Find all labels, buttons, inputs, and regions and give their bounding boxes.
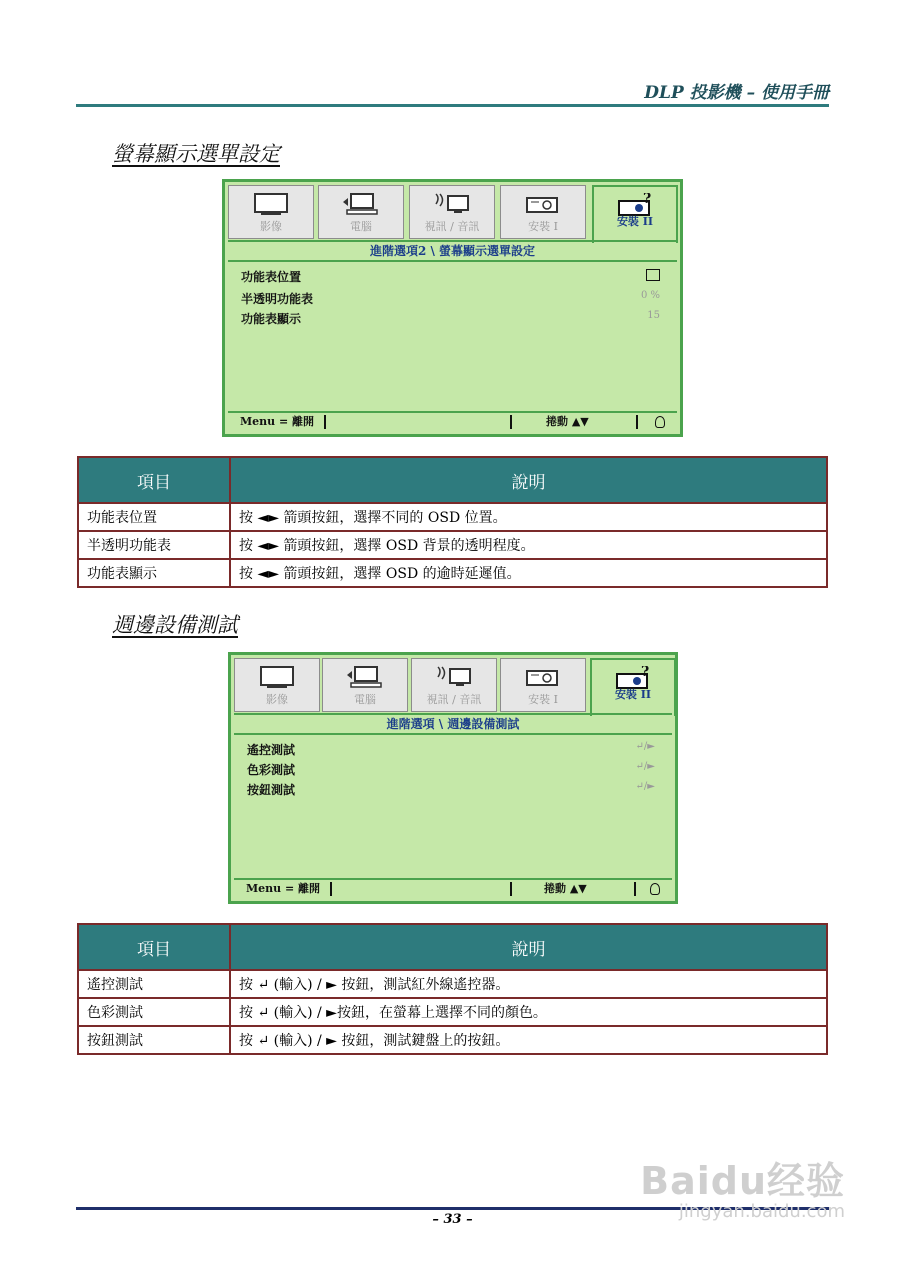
osd-breadcrumb: 進階選項2 \ 螢幕顯示選單設定 xyxy=(228,240,677,262)
table-header-description: 說明 xyxy=(230,924,827,970)
tab-label: 視訊 / 音訊 xyxy=(424,220,480,233)
computer-icon xyxy=(341,192,381,216)
table-cell: 按 ↵ (輸入) / ►按鈕，在螢幕上選擇不同的顏色。 xyxy=(230,998,827,1026)
osd-item-value: 0 % xyxy=(640,290,660,301)
osd-item-remote-test[interactable] xyxy=(247,741,655,761)
table-row xyxy=(78,998,827,1026)
scroll-hint: 捲動 ▲▼ xyxy=(544,882,587,895)
tab-label: 安裝 I xyxy=(528,693,558,706)
osd-item-translucent[interactable] xyxy=(241,290,660,310)
table-header-item: 項目 xyxy=(78,924,230,970)
section-title-osd-settings: 螢幕顯示選單設定 xyxy=(112,142,280,166)
osd-menu-2 xyxy=(228,652,678,904)
spec-table-2 xyxy=(77,923,828,1055)
video-audio-icon xyxy=(434,665,474,689)
osd-item-label: 半透明功能表 xyxy=(241,292,314,306)
tab-image[interactable] xyxy=(234,658,320,712)
osd-item-label: 功能表顯示 xyxy=(241,312,302,326)
table-row xyxy=(78,531,827,559)
tab-image[interactable] xyxy=(228,185,314,239)
tab-label: 影像 xyxy=(266,693,288,706)
table-cell: 半透明功能表 xyxy=(78,531,230,559)
osd-item-value: ↵/► xyxy=(635,781,655,792)
watermark-url: jingyan.baidu.com xyxy=(678,1201,845,1222)
watermark-brand: Baidu经验 xyxy=(640,1159,845,1203)
osd-item-label: 功能表位置 xyxy=(241,270,302,284)
svg-text:?: ? xyxy=(641,666,650,680)
table-cell: 按 ◄► 箭頭按鈕，選擇 OSD 背景的透明程度。 xyxy=(230,531,827,559)
spec-table-1 xyxy=(77,456,828,588)
menu-exit-hint: Menu = 離開 xyxy=(240,415,315,428)
projector-icon xyxy=(523,665,563,689)
osd-item-label: 遙控測試 xyxy=(247,743,296,757)
tab-label: 視訊 / 音訊 xyxy=(426,693,482,706)
section-title-peripheral-test: 週邊設備測試 xyxy=(112,613,238,637)
osd-item-menu-position[interactable] xyxy=(241,268,660,288)
tab-label: 安裝 I xyxy=(528,220,558,233)
table-cell: 色彩測試 xyxy=(78,998,230,1026)
osd-footer xyxy=(234,878,672,898)
table-cell: 功能表位置 xyxy=(78,503,230,531)
table-row xyxy=(78,970,827,998)
osd-item-button-test[interactable] xyxy=(247,781,655,801)
osd-item-label: 色彩測試 xyxy=(247,763,296,777)
osd-item-label: 按鈕測試 xyxy=(247,783,296,797)
table-cell: 按 ↵ (輸入) / ► 按鈕，測試鍵盤上的按鈕。 xyxy=(230,1026,827,1054)
page-header-title: DLP 投影機 – 使用手冊 xyxy=(644,83,829,103)
tab-label: 電腦 xyxy=(350,220,372,233)
tab-computer[interactable] xyxy=(322,658,408,712)
tab-label: 影像 xyxy=(260,220,282,233)
table-cell: 按 ◄► 箭頭按鈕，選擇不同的 OSD 位置。 xyxy=(230,503,827,531)
position-icon xyxy=(646,268,660,283)
tab-setup-2[interactable] xyxy=(590,658,676,716)
table-header-description: 說明 xyxy=(230,457,827,503)
tab-video-audio[interactable] xyxy=(411,658,497,712)
osd-item-color-test[interactable] xyxy=(247,761,655,781)
svg-text:?: ? xyxy=(643,193,652,207)
osd-breadcrumb: 進階選項 \ 週邊設備測試 xyxy=(234,713,672,735)
lamp-icon xyxy=(655,416,665,428)
osd-item-value: ↵/► xyxy=(635,761,655,772)
table-header-item: 項目 xyxy=(78,457,230,503)
table-cell: 按鈕測試 xyxy=(78,1026,230,1054)
tab-setup-1[interactable] xyxy=(500,185,586,239)
header-rule xyxy=(76,104,829,107)
monitor-icon xyxy=(251,192,291,216)
tab-setup-2[interactable] xyxy=(592,185,678,243)
menu-exit-hint: Menu = 離開 xyxy=(246,882,321,895)
tab-setup-1[interactable] xyxy=(500,658,586,712)
table-cell: 遙控測試 xyxy=(78,970,230,998)
tab-video-audio[interactable] xyxy=(409,185,495,239)
table-cell: 按 ◄► 箭頭按鈕，選擇 OSD 的逾時延遲值。 xyxy=(230,559,827,587)
tab-label: 安裝 II xyxy=(616,215,654,228)
osd-tabs xyxy=(228,185,677,239)
lamp-icon xyxy=(650,883,660,895)
table-cell: 按 ↵ (輸入) / ► 按鈕，測試紅外線遙控器。 xyxy=(230,970,827,998)
table-header-row xyxy=(78,457,827,503)
table-row xyxy=(78,1026,827,1054)
table-cell: 功能表顯示 xyxy=(78,559,230,587)
osd-footer xyxy=(228,411,677,431)
osd-item-value: 15 xyxy=(647,310,660,321)
page-number: – 33 – xyxy=(432,1212,473,1227)
computer-icon xyxy=(345,665,385,689)
projector-icon xyxy=(523,192,563,216)
table-row xyxy=(78,559,827,587)
tab-label: 安裝 II xyxy=(614,688,652,701)
osd-tabs xyxy=(234,658,672,712)
osd-item-value: ↵/► xyxy=(635,741,655,752)
tab-label: 電腦 xyxy=(354,693,376,706)
scroll-hint: 捲動 ▲▼ xyxy=(546,415,589,428)
osd-item-menu-display[interactable] xyxy=(241,310,660,330)
tab-computer[interactable] xyxy=(318,185,404,239)
baidu-watermark xyxy=(640,1150,845,1222)
monitor-icon xyxy=(257,665,297,689)
video-audio-icon xyxy=(432,192,472,216)
table-row xyxy=(78,503,827,531)
table-header-row xyxy=(78,924,827,970)
osd-menu-1 xyxy=(222,179,683,437)
